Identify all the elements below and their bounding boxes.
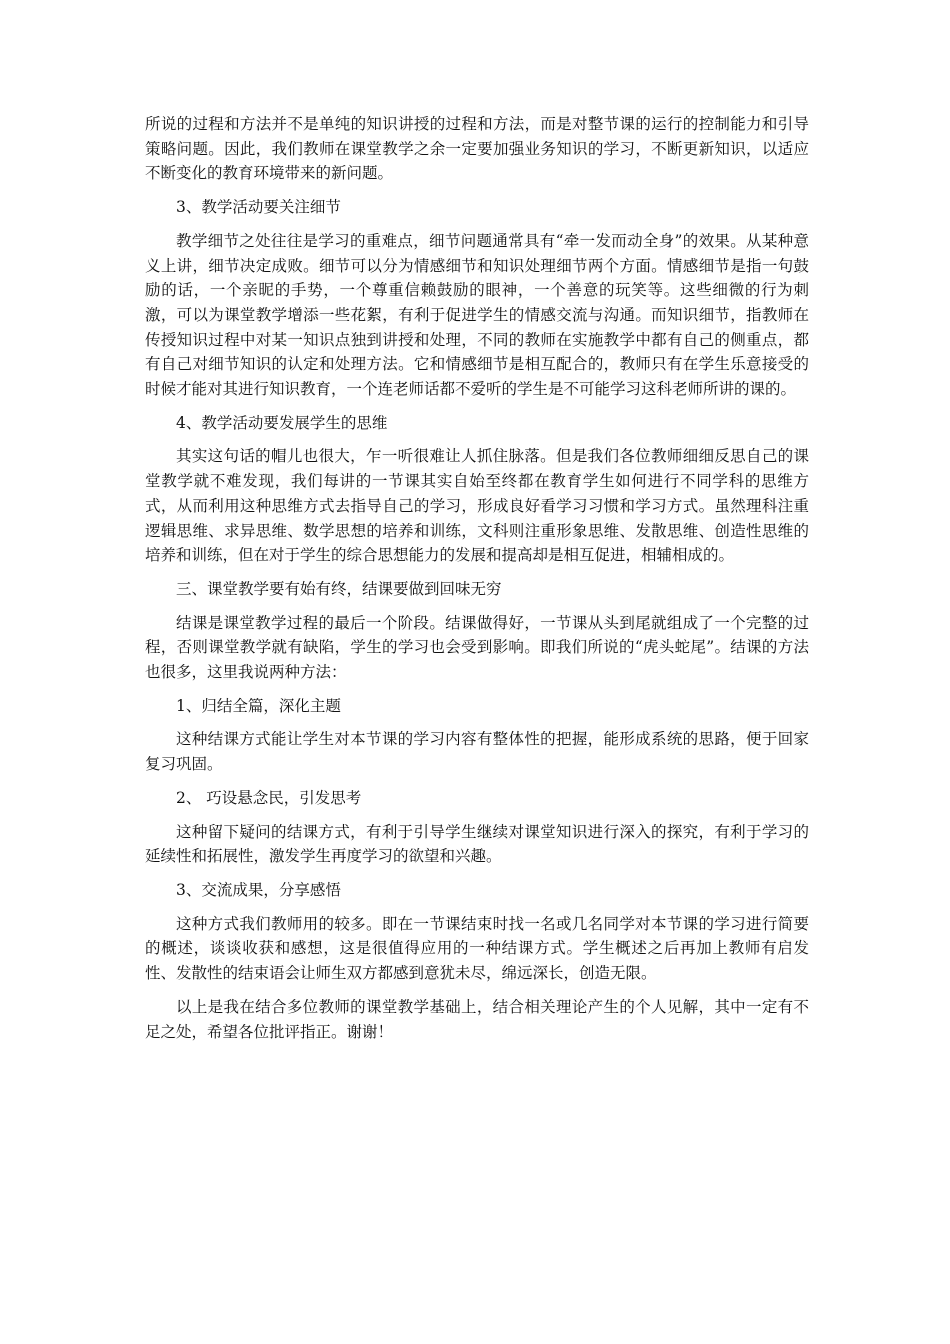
- section-heading: 4、教学活动要发展学生的思维: [176, 413, 388, 432]
- section-heading: 3、交流成果，分享感悟: [176, 880, 341, 899]
- paragraph: 结课是课堂教学过程的最后一个阶段。结课做得好，一节课从头到尾就组成了一个完整的过程，否则课堂教学就有缺陷，学生的学习也会受到影响。即我们所说的“虎头蛇尾”。结课的方法也很多，这里我说两种方法：: [145, 613, 809, 682]
- paragraph: 这种留下疑问的结课方式，有利于引导学生继续对课堂知识进行深入的探究，有利于学习的延续性和拓展性，激发学生再度学习的欲望和兴趣。: [145, 822, 809, 866]
- document-body: [145, 112, 809, 1053]
- section-heading: 2、 巧设悬念民，引发思考: [176, 788, 362, 807]
- paragraph: 这种方式我们教师用的较多。即在一节课结束时找一名或几名同学对本节课的学习进行简要的概述，谈谈收获和感想，这是很值得应用的一种结课方式。学生概述之后再加上教师有启发性、发散性的结束语会让师生双方都感到意犹未尽，绵远深长，创造无限。: [145, 914, 809, 983]
- section-heading: 三、课堂教学要有始有终，结课要做到回味无穷: [176, 579, 502, 598]
- section-heading: 1、归结全篇，深化主题: [176, 696, 341, 715]
- paragraph-continuation: 所说的过程和方法并不是单纯的知识讲授的过程和方法，而是对整节课的运行的控制能力和引导策略问题。因此，我们教师在课堂教学之余一定要加强业务知识的学习，不断更新知识，以适应不断变化的教育环境带来的新问题。: [145, 115, 809, 183]
- paragraph: 其实这句话的帽儿也很大，乍一听很难让人抓住脉落。但是我们各位教师细细反思自己的课堂教学就不难发现，我们每讲的一节课其实自始至终都在教育学生如何进行不同学科的思维方式，从而利用这种思维方式去指导自己的学习，形成良好看学习习惯和学习方式。虽然理科注重逻辑思维、求异思维、数学思想的培养和训练，文科则注重形象思维、发散思维、创造性思维的培养和训练，但在对于学生的综合思想能力的发展和提高却是相互促进，相辅相成的。: [145, 447, 809, 565]
- paragraph: 教学细节之处往往是学习的重难点，细节问题通常具有“牵一发而动全身”的效果。从某种意义上讲，细节决定成败。细节可以分为情感细节和知识处理细节两个方面。情感细节是指一句鼓励的话，一个亲昵的手势，一个尊重信赖鼓励的眼神，一个善意的玩笑等。这些细微的行为刺激，可以为课堂教学增添一些花絮，有利于促进学生的情感交流与沟通。而知识细节，指教师在传授知识过程中对某一知识点独到讲授和处理，不同的教师在实施教学中都有自己的侧重点，都有自己对细节知识的认定和处理方法。它和情感细节是相互配合的，教师只有在学生乐意接受的时候才能对其进行知识教育，一个连老师话都不爱听的学生是不可能学习这科老师所讲的课的。: [145, 231, 809, 399]
- section-heading: 3、教学活动要关注细节: [176, 198, 341, 217]
- paragraph: 这种结课方式能让学生对本节课的学习内容有整体性的把握，能形成系统的思路，便于回家复习巩固。: [145, 730, 809, 774]
- closing-paragraph: 以上是我在结合多位教师的课堂教学基础上，结合相关理论产生的个人见解，其中一定有不足之处，希望各位批评指正。谢谢！: [145, 997, 809, 1041]
